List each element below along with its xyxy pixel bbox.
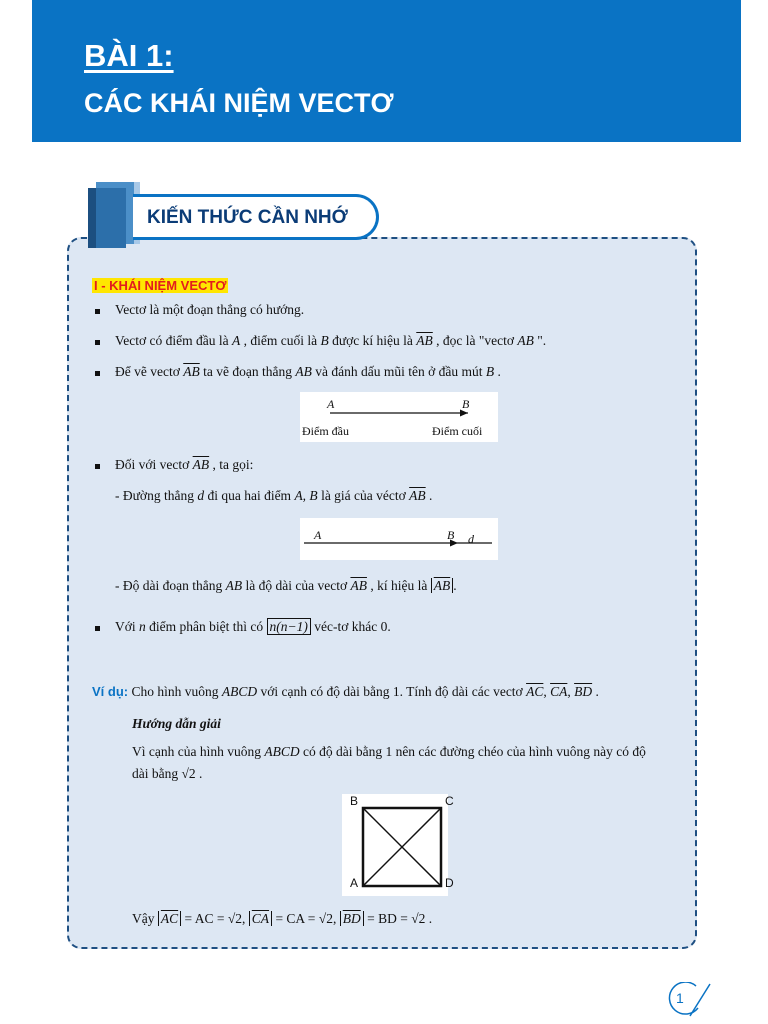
page-number-badge [660,982,716,1018]
line-d-label: d [468,532,474,546]
bullet-4: Đối với vectơ $\overline{AB}$ , ta gọi: [115,457,254,472]
bullet-3: Để vẽ vectơ $\overline{AB}$ ta vẽ đoạn thẳng AB và đánh dấu mũi tên ở đầu mút B . [115,364,501,379]
vertex-a-label: A [350,876,359,890]
bullet-5: Với n điểm phân biệt thì có n(n−1) véc-tơ khác 0. [115,619,391,634]
example-question: Ví dụ: Cho hình vuông ABCD với cạnh có độ dài bằng 1. Tính độ dài các vectơ $\overline{AC}$, $\overline{CA}$, $\overline{BD}$ . [92,684,599,699]
point-b-label: B [462,397,470,411]
square-figure [342,794,454,896]
vertex-d-label: D [445,876,454,890]
bullet [95,309,100,314]
lesson-number: BÀI 1: [84,38,174,73]
bullet [95,371,100,376]
conclusion: Vậy $\overline{AC}$ = AC = √2, $\overline{CA}$ = CA = √2, $\overline{BD}$ = BD = √2 . [132,911,433,926]
section-heading: KIẾN THỨC CẦN NHỚ [147,207,348,228]
example-label: Ví dụ: [92,684,129,699]
vector-figure [300,392,498,442]
end-point-label: Điểm cuối [432,424,483,438]
point-a-label: A [327,397,335,411]
start-point-label: Điểm đầu [302,424,349,438]
point-a-label: A [314,528,322,542]
section-heading-badge [133,194,379,240]
vertex-c-label: C [445,794,454,808]
bullet-2: Vectơ có điểm đầu là A , điểm cuối là B được kí hiệu là $\overline{AB}$ , đọc là "vectơ AB ". [115,333,547,348]
page-number: 1 [676,990,684,1006]
header-banner [32,0,741,142]
section-title: I - KHÁI NIỆM VECTƠ [94,278,227,293]
solution-line-2: dài bằng √2 . [132,766,203,781]
bullet [95,626,100,631]
bullet-1: Vectơ là một đoạn thẳng có hướng. [115,302,305,317]
vector-length: - Độ dài đoạn thẳng AB là độ dài của vectơ $\overline{AB}$ , kí hiệu là $\overline{AB}$ . [115,578,457,593]
bullet [95,340,100,345]
lesson-title: CÁC KHÁI NIỆM VECTƠ [84,88,394,118]
line-of-vector: - Đường thẳng d đi qua hai điểm A, B là giá của véctơ $\overline{AB}$ . [115,488,433,503]
point-b-label: B [447,528,455,542]
solution-line-1: Vì cạnh của hình vuông ABCD có độ dài bằng 1 nên các đường chéo của hình vuông này có độ [132,744,646,759]
bullet [95,464,100,469]
solution-heading: Hướng dẫn giải [132,716,221,731]
line-figure [300,518,498,560]
vertex-b-label: B [350,794,359,808]
